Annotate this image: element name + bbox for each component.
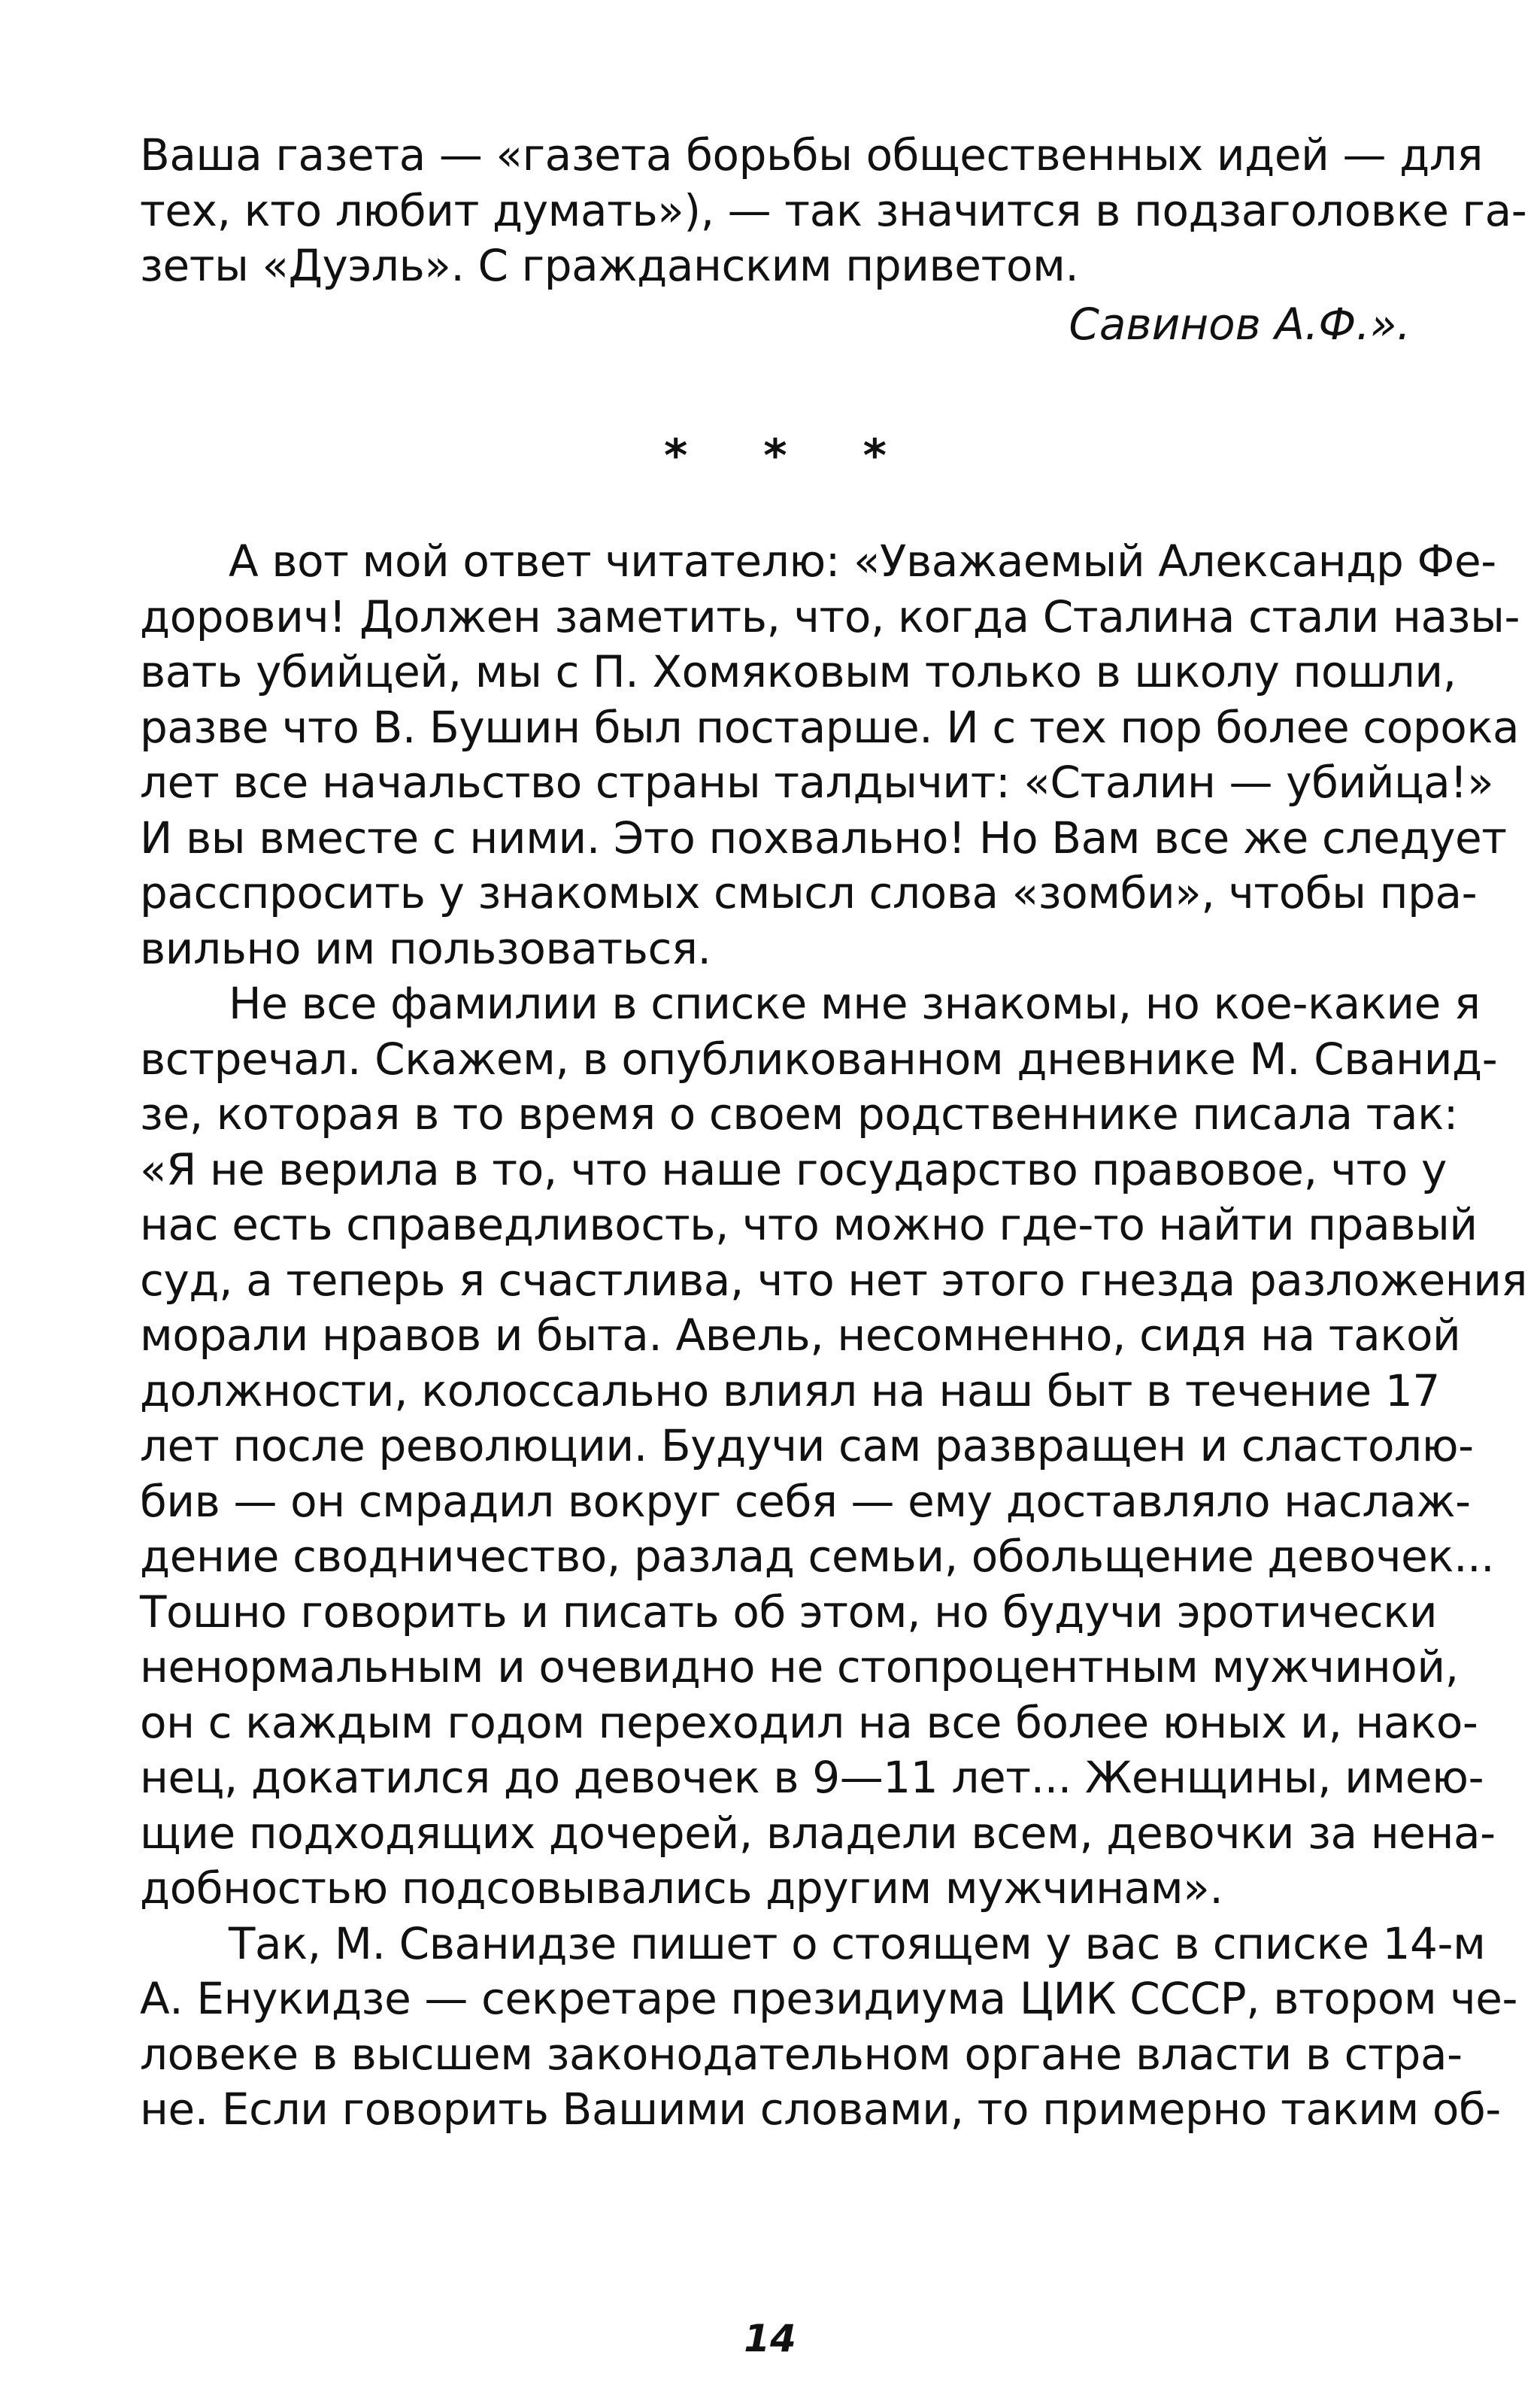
letter-signature: Савинов А.Ф.». bbox=[1069, 298, 1411, 350]
page-number: 14 bbox=[744, 2317, 796, 2360]
text-line: лет после революции. Будучи сам развращен и сластолю- bbox=[140, 1420, 1474, 1471]
text-line: вильно им пользоваться. bbox=[140, 922, 711, 974]
text-line: ненормальным и очевидно не стопроцентным мужчиной, bbox=[140, 1641, 1459, 1692]
text-line: суд, а теперь я счастлива, что нет этого гнезда разложения bbox=[140, 1254, 1528, 1306]
text-line: нец, докатился до девочек в 9—11 лет... Женщины, имею- bbox=[140, 1752, 1484, 1803]
text-line: А вот мой ответ читателю: «Уважаемый Александр Фе- bbox=[229, 536, 1496, 587]
text-line: зеты «Дуэль». С гражданским приветом. bbox=[140, 240, 1079, 291]
text-line: ловеке в высшем законодательном органе власти в стра- bbox=[140, 2028, 1463, 2080]
text-line: нас есть справедливость, что можно где-то найти правый bbox=[140, 1199, 1478, 1250]
text-line: Тошно говорить и писать об этом, но будучи эротически bbox=[140, 1586, 1438, 1638]
letter-ending bbox=[140, 128, 1527, 294]
paragraph bbox=[140, 976, 1528, 1917]
text-line: Не все фамилии в списке мне знакомы, но кое-какие я bbox=[229, 978, 1481, 1029]
text-line: Ваша газета — «газета борьбы общественных идей — для bbox=[140, 129, 1483, 181]
text-line: зе, которая в то время о своем родственнике писала так: bbox=[140, 1088, 1458, 1140]
text-line: расспросить у знакомых смысл слова «зомби», чтобы пра- bbox=[140, 867, 1478, 918]
text-line: разве что В. Бушин был постарше. И с тех пор более сорока bbox=[140, 701, 1520, 753]
text-line: А. Енукидзе — секретаре президиума ЦИК СССР, втором че- bbox=[140, 1973, 1518, 2024]
paragraph bbox=[140, 534, 1520, 976]
text-line: «Я не верила в то, что наше государство правовое, что у bbox=[140, 1143, 1447, 1195]
text-line: дорович! Должен заметить, что, когда Сталина стали назы- bbox=[140, 590, 1520, 642]
text-line: дение сводничество, разлад семьи, обольщение девочек... bbox=[140, 1531, 1495, 1582]
text-line: бив — он смрадил вокруг себя — ему доставляло наслаж- bbox=[140, 1475, 1471, 1527]
section-separator: * * * bbox=[664, 430, 917, 482]
text-line: он с каждым годом переходил на все более юных и, нако- bbox=[140, 1696, 1478, 1748]
text-line: вать убийцей, мы с П. Хомяковым только в школу пошли, bbox=[140, 646, 1457, 697]
text-line: морали нравов и быта. Авель, несомненно, сидя на такой bbox=[140, 1310, 1461, 1361]
text-line: лет все начальство страны талдычит: «Сталин — убийца!» bbox=[140, 757, 1494, 808]
text-line: добностью подсовывались другим мужчинам». bbox=[140, 1862, 1223, 1914]
text-line: встречал. Скажем, в опубликованном дневнике М. Сванид- bbox=[140, 1033, 1498, 1085]
text-line: щие подходящих дочерей, владели всем, девочки за нена- bbox=[140, 1807, 1496, 1859]
text-line: И вы вместе с ними. Это похвально! Но Вам все же следует bbox=[140, 812, 1507, 864]
paragraph bbox=[140, 1917, 1518, 2138]
text-line: тех, кто любит думать»), — так значится в подзаголовке га- bbox=[140, 184, 1527, 236]
page-body bbox=[140, 128, 1528, 2138]
text-line: Так, М. Сванидзе пишет о стоящем у вас в списке 14-м bbox=[229, 1917, 1486, 1969]
text-line: не. Если говорить Вашими словами, то примерно таким об- bbox=[140, 2084, 1501, 2135]
text-line: должности, колоссально влиял на наш быт в течение 17 bbox=[140, 1364, 1440, 1416]
